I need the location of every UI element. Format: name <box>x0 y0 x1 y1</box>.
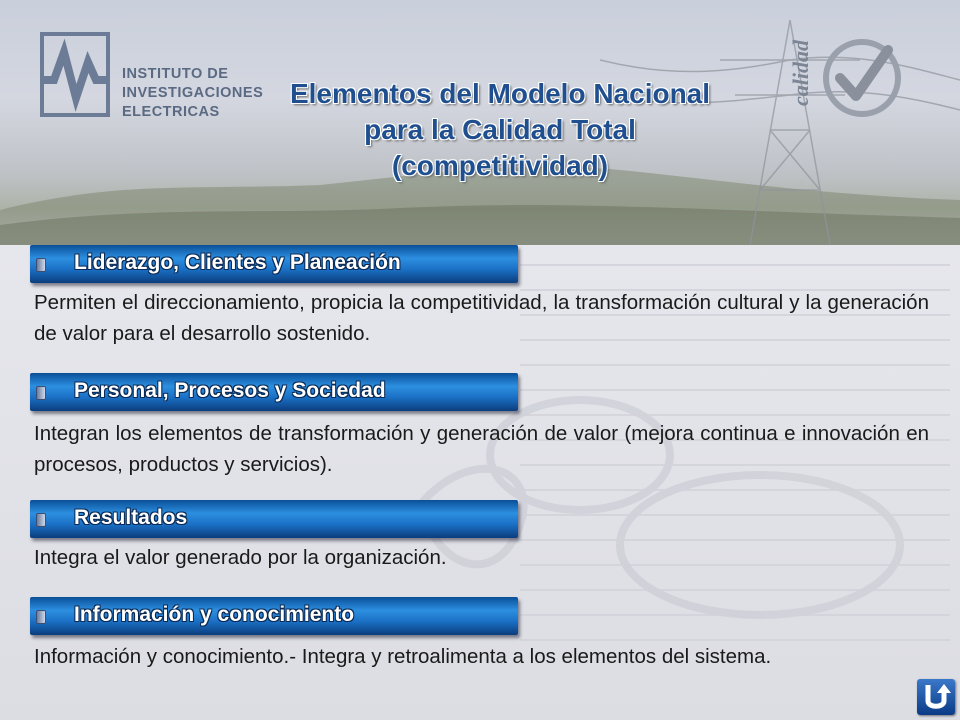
section-text: Integra el valor generado por la organización. <box>34 546 447 569</box>
title-line-3: (competitividad) <box>391 150 609 181</box>
section-header-liderazgo <box>30 245 518 283</box>
bullet-icon <box>36 610 46 624</box>
return-button[interactable] <box>917 679 955 715</box>
iie-logo-icon <box>40 32 110 117</box>
section-heading: Liderazgo, Clientes y Planeación <box>74 251 401 274</box>
bullet-icon <box>36 513 46 527</box>
title-line-2: para la Calidad Total <box>364 114 636 145</box>
section-heading: Información y conocimiento <box>74 603 355 626</box>
institution-line-2: INVESTIGACIONES <box>122 85 264 101</box>
section-text: Integran los elementos de transformación y generación de valor (mejora continua e innovación en procesos, productos y servicios). <box>34 422 929 476</box>
institution-line-3: ELECTRICAS <box>122 104 220 120</box>
section-header-informacion <box>30 597 518 635</box>
section-header-personal <box>30 373 518 411</box>
return-arrow-icon <box>917 679 955 715</box>
title-line-1: Elementos del Modelo Nacional <box>289 78 711 109</box>
page-title <box>180 76 820 184</box>
bullet-icon <box>36 258 46 272</box>
section-heading: Resultados <box>74 506 188 529</box>
section-text: Información y conocimiento.- Integra y retroalimenta a los elementos del sistema. <box>34 645 772 668</box>
bullet-icon <box>36 386 46 400</box>
section-heading: Personal, Procesos y Sociedad <box>74 379 386 402</box>
institution-line-1: INSTITUTO DE <box>122 66 229 82</box>
calidad-badge-text: calidad <box>788 40 813 106</box>
section-text: Permiten el direccionamiento, propicia la competitividad, la transformación cultural y la generación de valor para el desarrollo sostenido. <box>34 291 929 345</box>
section-header-resultados <box>30 500 518 538</box>
